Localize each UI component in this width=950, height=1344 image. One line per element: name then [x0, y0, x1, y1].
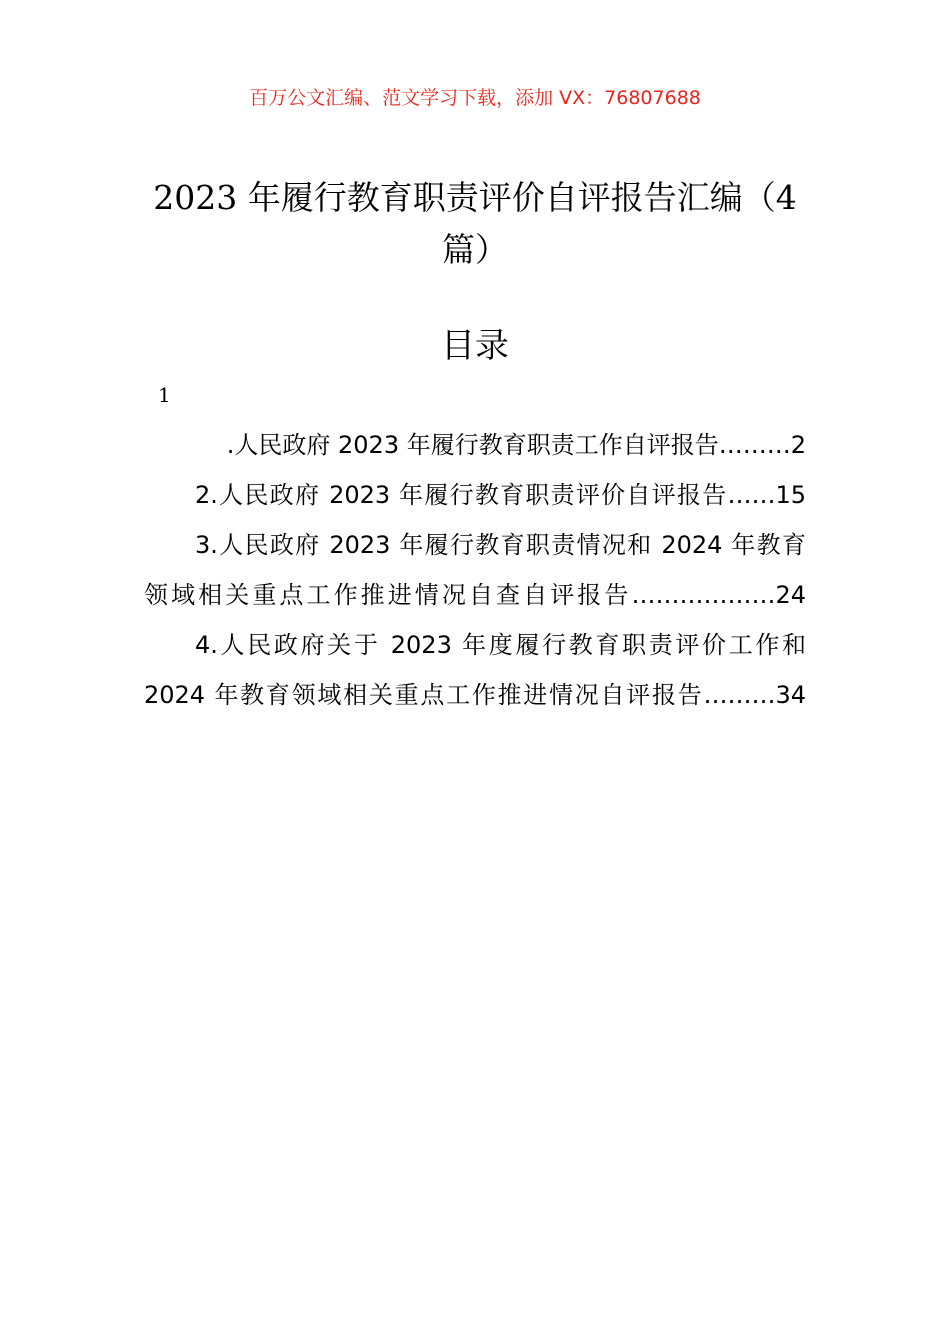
toc-entry-3-line-1: 3.人民政府 2023 年履行教育职责情况和 2024 年教育 — [195, 531, 806, 559]
toc-entry-4-line-2: 2024 年教育领域相关重点工作推进情况自评报告………34 — [144, 681, 806, 709]
header-watermark-note: 百万公文汇编、范文学习下载，添加 VX：76807688 — [249, 87, 701, 109]
toc-entry-3-line-2: 领域相关重点工作推进情况自查自评报告………………24 — [144, 581, 806, 609]
stray-list-number: 1 — [158, 383, 171, 407]
toc-list — [144, 420, 806, 720]
document-title: 2023 年履行教育职责评价自评报告汇编（4 篇） — [153, 178, 797, 269]
toc-heading: 目录 — [441, 326, 509, 366]
toc-entry-2: 2.人民政府 2023 年履行教育职责评价自评报告……15 — [195, 481, 806, 509]
toc-entry-4-line-1: 4.人民政府关于 2023 年度履行教育职责评价工作和 — [195, 631, 806, 659]
toc-entry-1: .人民政府 2023 年履行教育职责工作自评报告………2 — [226, 431, 806, 459]
